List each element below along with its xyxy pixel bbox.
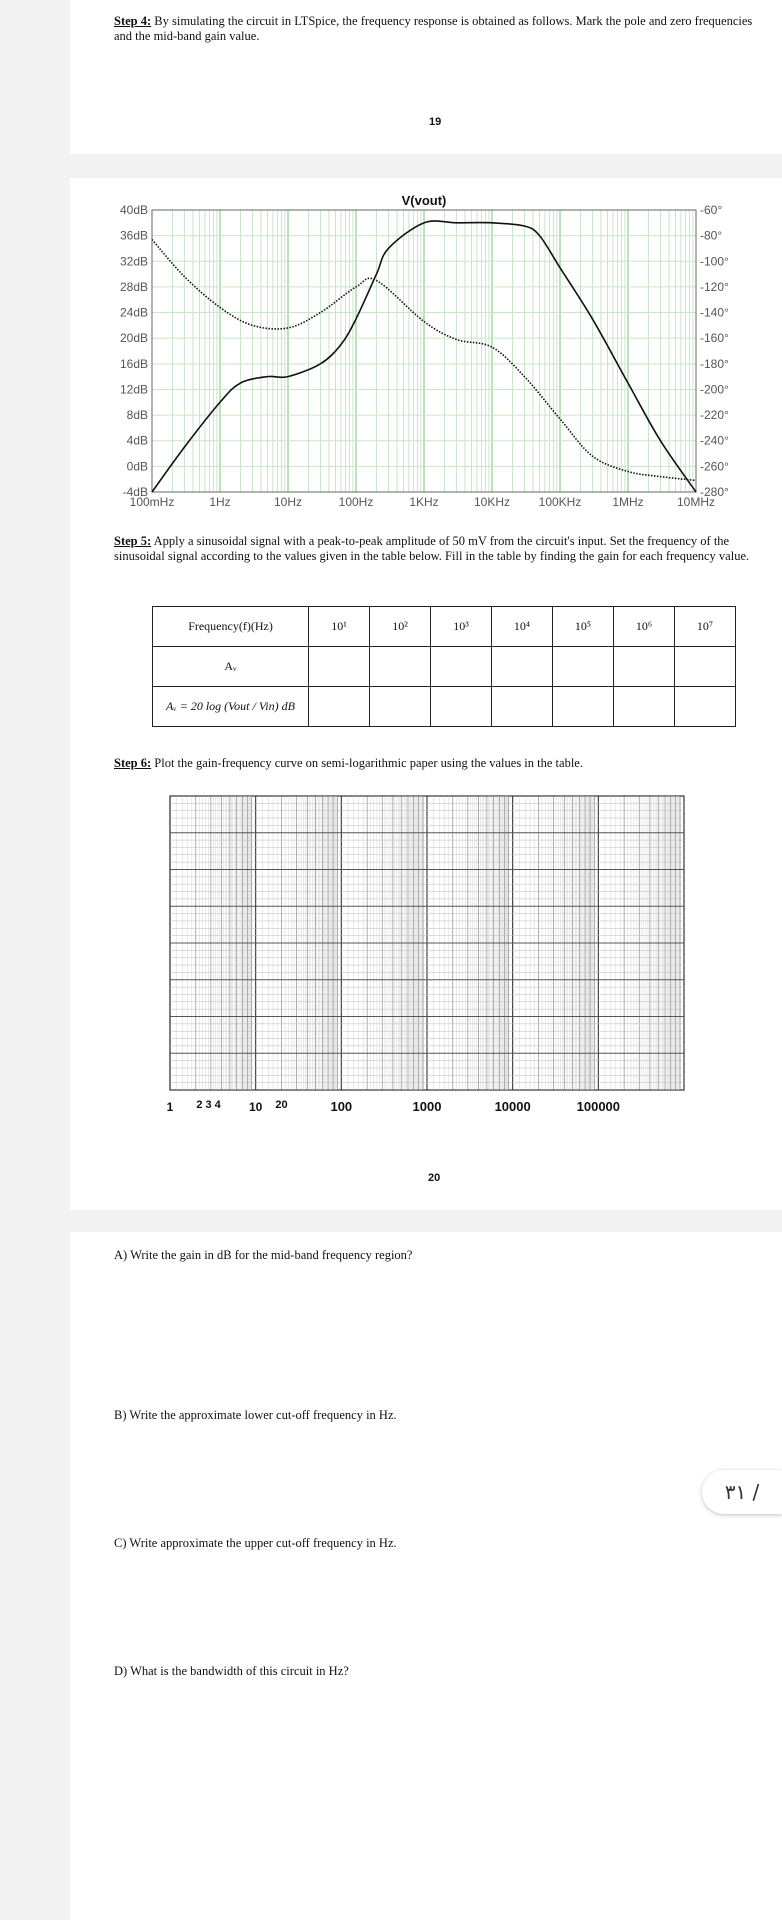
x-tick-label: 10Hz [273,495,303,509]
paper-x-label: 10000 [494,1099,531,1114]
y-left-tick-label: 12dB [119,382,148,397]
x-tick-label: 1MHz [612,495,644,509]
y-right-tick-label: -120° [700,279,729,294]
freq-cell: 10⁷ [675,607,736,647]
freq-cell: 10² [370,607,431,647]
step6-label: Step 6: [114,756,152,770]
question-b: B) Write the approximate lower cut-off frequency in Hz. [114,1408,397,1422]
y-right-tick-label: -100° [700,254,729,269]
question-c: C) Write approximate the upper cut-off frequency in Hz. [114,1536,397,1550]
semi-log-paper [70,178,782,1168]
page-number: 20 [428,1172,441,1184]
y-left-tick-label: 24dB [119,305,148,320]
step4-text: By simulating the circuit in LTSpice, the frequency response is obtained as follows. Mark the pole and zero frequencies and the mid-band gain value. [114,14,753,43]
x-tick-label: 10KHz [473,495,511,509]
step5-text: Apply a sinusoidal signal with a peak-to-peak amplitude of 50 mV from the circuit's input. Set the frequency of the sinusoidal signal according to the values given in the table below. Fill in the table by finding the gain for each frequency value. [114,534,750,563]
av-db-header: Aᵥ = 20 log (Vout / Vin) dB [153,687,309,727]
page-20 [70,178,782,1210]
y-right-tick-label: -140° [700,305,729,320]
frequency-header: Frequency(f)(Hz) [153,607,309,647]
av-header: Aᵥ [153,647,309,687]
y-left-tick-label: 8dB [126,408,148,423]
paper-x-label: 100000 [576,1099,621,1114]
question-d: D) What is the bandwidth of this circuit in Hz? [114,1664,349,1678]
paper-x-label: 1000 [412,1099,442,1114]
x-tick-label: 1KHz [409,495,439,509]
freq-cell: 10⁴ [492,607,553,647]
page-21 [70,1232,782,1920]
y-right-tick-label: -160° [700,331,729,346]
page-indicator-badge[interactable]: ٣١ / [702,1470,782,1514]
y-right-tick-label: -260° [700,459,729,474]
paper-x-label: 2 3 4 [196,1099,221,1111]
y-left-tick-label: 20dB [119,331,148,346]
y-right-tick-label: -240° [700,433,729,448]
step4-label: Step 4: [114,14,152,28]
paper-x-label: 100 [330,1099,353,1114]
page-19 [70,0,782,154]
y-left-tick-label: 36dB [119,228,148,243]
paper-x-label: 10 [248,1100,263,1114]
freq-cell: 10⁶ [614,607,675,647]
y-right-tick-label: -280° [700,485,729,499]
x-tick-label: 1Hz [209,495,231,509]
y-right-tick-label: -180° [700,356,729,371]
y-left-tick-label: -4dB [122,485,148,499]
paper-x-label: 20 [275,1099,288,1111]
y-left-tick-label: 16dB [119,356,148,371]
freq-cell: 10³ [431,607,492,647]
step5-label: Step 5: [114,534,152,548]
freq-cell: 10⁵ [553,607,614,647]
step4-paragraph [114,14,754,44]
y-left-tick-label: 28dB [119,279,148,294]
chart-title: V(vout) [401,193,447,208]
y-right-tick-label: -220° [700,408,729,423]
y-left-tick-label: 4dB [126,433,148,448]
x-tick-label: 10MHz [676,495,716,509]
y-right-tick-label: -60° [700,203,723,217]
y-left-tick-label: 0dB [126,459,148,474]
question-a: A) Write the gain in dB for the mid-band frequency region? [114,1248,413,1262]
y-left-tick-label: 32dB [119,254,148,269]
y-left-tick-label: 40dB [119,203,148,217]
x-tick-label: 100KHz [538,495,582,509]
paper-x-label: 1 [166,1100,174,1114]
y-right-tick-label: -80° [700,228,723,243]
freq-cell: 10¹ [309,607,370,647]
x-tick-label: 100Hz [338,495,374,509]
step6-text: Plot the gain-frequency curve on semi-logarithmic paper using the values in the table. [151,756,583,770]
y-right-tick-label: -200° [700,382,729,397]
page-number: 19 [429,116,442,128]
x-tick-label: 100mHz [129,495,175,509]
